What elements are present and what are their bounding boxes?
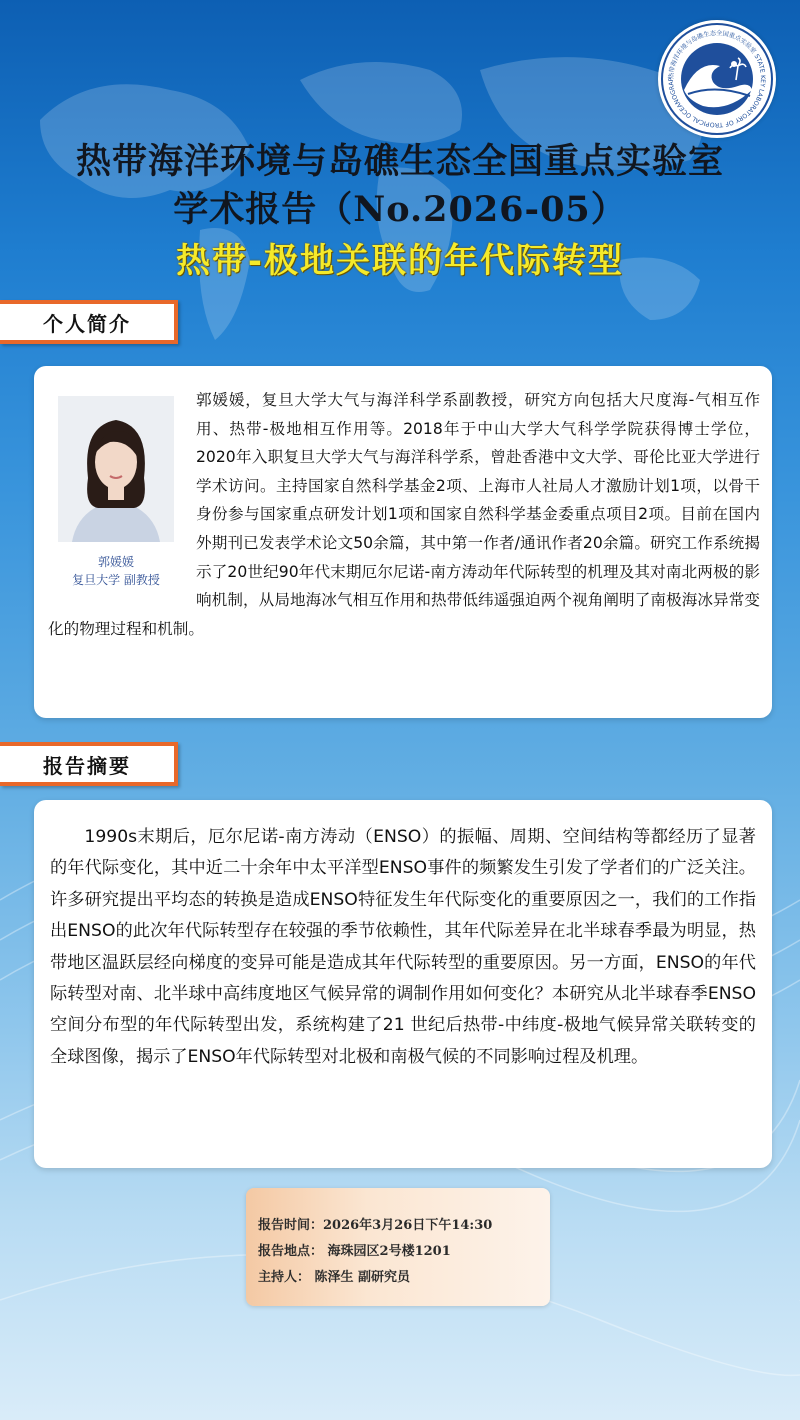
speaker-name: 郭媛媛 [97, 555, 134, 569]
page-title-line-1: 热带海洋环境与岛礁生态全国重点实验室 [75, 141, 724, 182]
bio-card [34, 366, 772, 718]
lab-logo [658, 20, 776, 138]
abstract-text: 1990s末期后，厄尔尼诺-南方涛动（ENSO）的振幅、周期、空间结构等都经历了显著的年代际变化，其中近二十余年中太平洋型ENSO事件的频繁发生引发了学者们的广泛关注。许多研究提出平均态的转换是造成ENSO特征发生年代际变化的重要原因之一，我们的工作指出ENSO的此次年代际转型存在较强的季节依赖性，其年代际差异在北半球春季最为明显，热带地区温跃层经向梯度的变异可能是造成其年代际转型的重要原因。另一方面，ENSO的年代际转型对南、北半球中高纬度地区气候异常的调制作用如何变化？本研究从北半球春季ENSO空间分布型的年代际转型出发，系统构建了21 世纪后热带-中纬度-极地气候异常关联转变的全球图像，揭示了ENSO年代际转型对北极和南极气候的不同影响过程及机理。 [50, 827, 756, 1067]
event-time: 报告时间：2026年3月26日下午14:30 [258, 1218, 493, 1233]
abstract-section-heading: 报告摘要 [0, 742, 178, 786]
abstract-card [34, 800, 772, 1168]
page-title-line-2: 学术报告（No.2026-05） [173, 189, 627, 230]
event-host: 主持人： 陈泽生 副研究员 [258, 1270, 411, 1285]
speaker-bio-text: 郭媛媛，复旦大学大气与海洋科学系副教授，研究方向包括大尺度海-气相互作用、热带-极地相互作用等。2018年于中山大学大气科学学院获得博士学位，2020年入职复旦大学大气与海洋科学系，曾赴香港中文大学、哥伦比亚大学进行学术访问。主持国家自然科学基金2项、上海市人社局人才激励计划1项，以骨干身份参与国家重点研发计划1项和国家自然科学基金委重点项目2项。目前在国内外期刊已发表学术论文50余篇，其中第一作者/通讯作者20余篇。研究工作系统揭示了20世纪90年代末期厄尔尼诺-南方涛动年代际转型的机理及其对南北两极的影响机制，从局地海冰气相互作用和热带低纬遥强迫两个视角阐明了南极海冰异常变化的物理过程和机制。 [48, 391, 760, 638]
speaker-affiliation: 复旦大学 副教授 [72, 573, 160, 587]
logo-ring-text: 热带海洋环境与岛礁生态全国重点实验室 STATE KEY LABORATORY OF TROPICAL OCEANOGRAP [667, 29, 767, 129]
event-info-box [246, 1188, 550, 1306]
bio-section-heading: 个人简介 [0, 300, 178, 344]
event-location: 报告地点： 海珠园区2号楼1201 [258, 1244, 451, 1259]
speaker-bio-container [48, 386, 760, 643]
report-topic-title: 热带-极地关联的年代际转型 [175, 241, 625, 281]
wave-palm-logo-icon [658, 20, 776, 138]
